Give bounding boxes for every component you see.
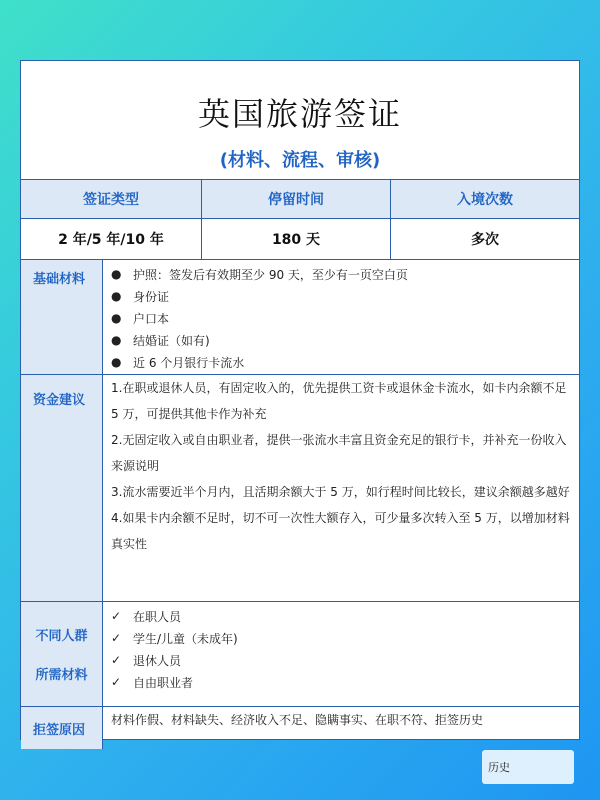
header-entries: 入境次数 — [457, 192, 513, 208]
fund-advice-para-3: 3.流水需要近半个月内，且活期余额大于 5 万，如行程时间比较长，建议余额越多越好 — [111, 485, 570, 499]
value-stay-duration: 180 天 — [202, 219, 391, 259]
bullet-icon: ● — [111, 267, 122, 281]
summary-value-row — [21, 219, 579, 260]
page-subtitle: (材料、流程、审核) — [21, 139, 579, 180]
basic-materials-list — [103, 260, 579, 374]
check-icon: ✓ — [111, 609, 122, 623]
bullet-icon: ● — [111, 289, 122, 303]
page-title: 英国旅游签证 — [197, 95, 402, 133]
group-materials-list — [103, 602, 579, 706]
refusal-reasons-label: 拒签原因 — [21, 707, 103, 749]
list-item: ● 结婚证（如有) — [111, 333, 210, 348]
list-item: ✓ 学生/儿童（未成年) — [111, 631, 238, 646]
refusal-reasons-row — [21, 707, 579, 749]
list-item: ● 近 6 个月银行卡流水 — [111, 355, 245, 370]
group-label-line-1: 不同人群 — [35, 629, 88, 644]
summary-header-row — [21, 180, 579, 219]
group-label-line-2: 所需材料 — [35, 668, 88, 683]
fund-advice-text — [103, 375, 579, 601]
header-visa-type: 签证类型 — [21, 180, 202, 218]
header-stay-duration: 停留时间 — [202, 180, 391, 218]
value-visa-type: 2 年/5 年/10 年 — [21, 219, 202, 259]
watermark-overlay: 历史 — [482, 750, 574, 784]
refusal-reasons-text: 材料作假、材料缺失、经济收入不足、隐瞒事实、在职不符、拒签历史 — [111, 713, 484, 727]
bullet-icon: ● — [111, 355, 122, 369]
list-item: ✓ 在职人员 — [111, 609, 182, 624]
value-entries: 多次 — [471, 232, 499, 248]
check-icon: ✓ — [111, 653, 122, 667]
list-item: ✓ 自由职业者 — [111, 675, 194, 690]
bullet-icon: ● — [111, 333, 122, 347]
check-icon: ✓ — [111, 631, 122, 645]
group-materials-label — [21, 602, 103, 706]
list-item: ● 护照：签发后有效期至少 90 天，至少有一页空白页 — [111, 267, 408, 282]
list-item: ● 身份证 — [111, 289, 170, 304]
list-item: ✓ 退休人员 — [111, 653, 182, 668]
basic-materials-label: 基础材料 — [21, 260, 103, 374]
list-item: ● 户口本 — [111, 311, 170, 326]
fund-advice-para-4: 4.如果卡内余额不足时，切不可一次性大额存入，可少量多次转入至 5 万，以增加材料真实性 — [111, 511, 570, 551]
check-icon: ✓ — [111, 675, 122, 689]
group-materials-row — [21, 602, 579, 707]
basic-materials-row — [21, 260, 579, 375]
visa-info-sheet — [20, 60, 580, 740]
fund-advice-para-1: 1.在职或退休人员，有固定收入的，优先提供工资卡或退休金卡流水，如卡内余额不足 5 万，可提供其他卡作为补充 — [111, 381, 567, 421]
fund-advice-row — [21, 375, 579, 602]
fund-advice-para-2: 2.无固定收入或自由职业者，提供一张流水丰富且资金充足的银行卡，并补充一份收入来源说明 — [111, 433, 567, 473]
fund-advice-label: 资金建议 — [21, 375, 103, 601]
bullet-icon: ● — [111, 311, 122, 325]
